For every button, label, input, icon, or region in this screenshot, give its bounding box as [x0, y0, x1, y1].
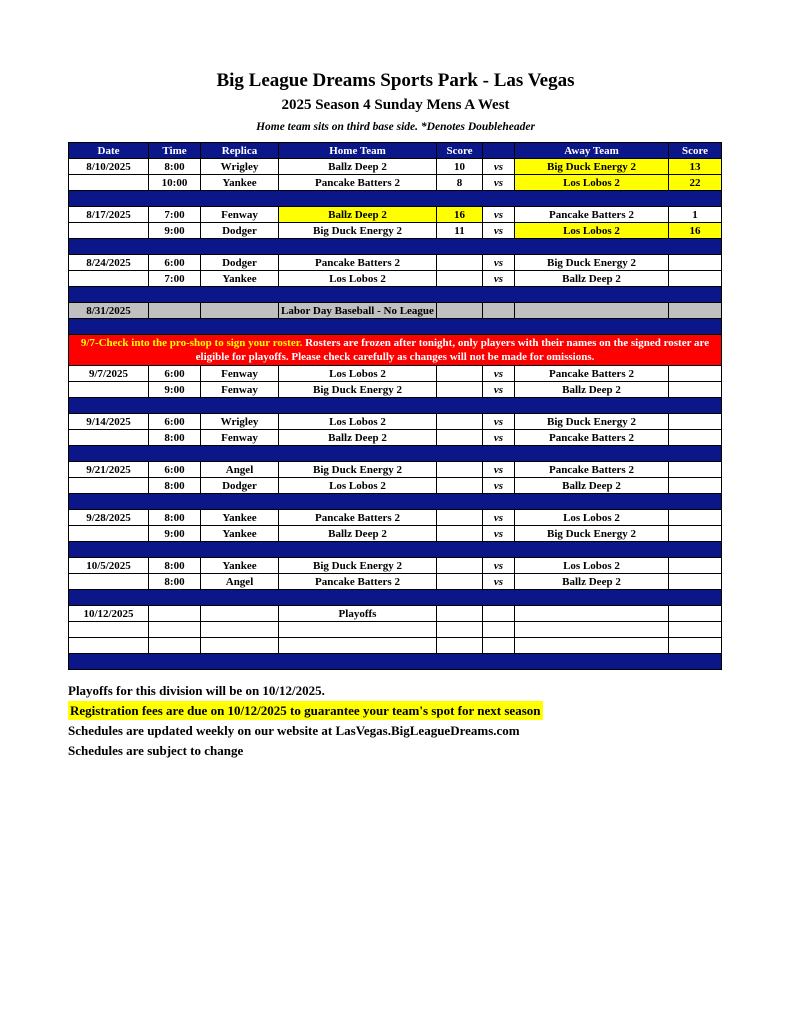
- replica-cell: Wrigley: [201, 159, 279, 175]
- away-team-cell: Ballz Deep 2: [515, 271, 669, 287]
- home-team-cell: Los Lobos 2: [279, 478, 437, 494]
- spacer-bar: [69, 542, 722, 558]
- home-team-cell: Los Lobos 2: [279, 366, 437, 382]
- time-cell: 6:00: [149, 366, 201, 382]
- replica-cell: Wrigley: [201, 414, 279, 430]
- vs-label: vs: [483, 271, 515, 287]
- away-score-cell: [669, 558, 722, 574]
- blank-cell: [149, 622, 201, 638]
- home-team-cell: Pancake Batters 2: [279, 175, 437, 191]
- home-team-cell: Pancake Batters 2: [279, 255, 437, 271]
- vs-label: vs: [483, 414, 515, 430]
- away-score-cell: [669, 574, 722, 590]
- column-header-score-7: Score: [669, 143, 722, 159]
- date-cell: [69, 430, 149, 446]
- game-row: [69, 255, 722, 271]
- subject-to-change-note: Schedules are subject to change: [68, 743, 244, 758]
- blank-cell: [279, 638, 437, 654]
- date-cell: 9/7/2025: [69, 366, 149, 382]
- game-row: [69, 159, 722, 175]
- date-cell: [69, 478, 149, 494]
- date-cell: 9/28/2025: [69, 510, 149, 526]
- time-cell: 8:00: [149, 558, 201, 574]
- blank-row: [69, 622, 722, 638]
- home-team-cell: Big Duck Energy 2: [279, 462, 437, 478]
- column-header-home-team-3: Home Team: [279, 143, 437, 159]
- away-score-cell: [669, 462, 722, 478]
- replica-cell: Dodger: [201, 478, 279, 494]
- date-cell: 10/5/2025: [69, 558, 149, 574]
- spacer-row: [69, 654, 722, 670]
- replica-cell: Yankee: [201, 526, 279, 542]
- home-score-cell: [437, 271, 483, 287]
- spacer-row: [69, 542, 722, 558]
- game-row: [69, 207, 722, 223]
- spacer-row: [69, 590, 722, 606]
- blank-cell: [483, 622, 515, 638]
- home-score-cell: [437, 414, 483, 430]
- blank-cell: [483, 638, 515, 654]
- home-team-cell: Big Duck Energy 2: [279, 223, 437, 239]
- schedule-table-body: [69, 159, 722, 670]
- game-row: [69, 223, 722, 239]
- home-score-cell: [437, 478, 483, 494]
- spacer-row: [69, 446, 722, 462]
- vs-label: vs: [483, 510, 515, 526]
- blank-cell: [69, 622, 149, 638]
- home-score-cell: [437, 510, 483, 526]
- vs-label: vs: [483, 175, 515, 191]
- spacer-row: [69, 191, 722, 207]
- blank-cell: [515, 622, 669, 638]
- away-team-cell: Los Lobos 2: [515, 510, 669, 526]
- date-cell: [69, 175, 149, 191]
- spacer-bar: [69, 287, 722, 303]
- replica-cell: Dodger: [201, 255, 279, 271]
- away-team-cell: Big Duck Energy 2: [515, 255, 669, 271]
- banner-row: [69, 335, 722, 366]
- home-score-cell: 16: [437, 207, 483, 223]
- away-team-cell: Ballz Deep 2: [515, 478, 669, 494]
- away-team-cell: Pancake Batters 2: [515, 207, 669, 223]
- home-score-cell: 11: [437, 223, 483, 239]
- vs-label: vs: [483, 255, 515, 271]
- away-score-cell: 1: [669, 207, 722, 223]
- away-score-cell: [669, 414, 722, 430]
- game-row: [69, 366, 722, 382]
- blank-cell: [201, 638, 279, 654]
- time-cell: 10:00: [149, 175, 201, 191]
- page-subtitle: 2025 Season 4 Sunday Mens A West: [281, 97, 510, 113]
- spacer-bar: [69, 654, 722, 670]
- away-team-cell: Pancake Batters 2: [515, 430, 669, 446]
- column-header-date-0: Date: [69, 143, 149, 159]
- time-cell: 8:00: [149, 510, 201, 526]
- replica-cell: Dodger: [201, 223, 279, 239]
- away-score-cell: 13: [669, 159, 722, 175]
- registration-note-line: [68, 701, 791, 720]
- time-cell: 6:00: [149, 414, 201, 430]
- schedule-table-header: [69, 143, 722, 159]
- header-row: [69, 143, 722, 159]
- replica-cell: Fenway: [201, 207, 279, 223]
- away-score-cell: [669, 382, 722, 398]
- spacer-row: [69, 239, 722, 255]
- home-score-cell: [437, 382, 483, 398]
- away-team-cell: Los Lobos 2: [515, 175, 669, 191]
- playoffs-note: Playoffs for this division will be on 10/12/2025.: [68, 683, 325, 698]
- spacer-bar: [69, 590, 722, 606]
- column-header-vs: [483, 143, 515, 159]
- replica-cell: [201, 303, 279, 319]
- game-row: [69, 526, 722, 542]
- away-team-cell: Los Lobos 2: [515, 558, 669, 574]
- time-cell: 7:00: [149, 271, 201, 287]
- away-score-cell: [669, 430, 722, 446]
- home-score-cell: [437, 366, 483, 382]
- spacer-row: [69, 287, 722, 303]
- replica-cell: Fenway: [201, 382, 279, 398]
- registration-note: Registration fees are due on 10/12/2025 to guarantee your team's spot for next season: [70, 703, 541, 718]
- date-cell: 9/14/2025: [69, 414, 149, 430]
- blank-cell: [669, 638, 722, 654]
- time-cell: 7:00: [149, 207, 201, 223]
- vs-cell: [483, 606, 515, 622]
- blank-row: [69, 638, 722, 654]
- roster-banner-highlight: 9/7-Check into the pro-shop to sign your roster.: [80, 337, 303, 349]
- time-cell: 6:00: [149, 462, 201, 478]
- blank-cell: [149, 638, 201, 654]
- blank-cell: [279, 622, 437, 638]
- footer-notes: [68, 681, 791, 760]
- vs-label: vs: [483, 223, 515, 239]
- date-cell: 8/31/2025: [69, 303, 149, 319]
- away-team-cell: Pancake Batters 2: [515, 366, 669, 382]
- spacer-bar: [69, 494, 722, 510]
- replica-cell: [201, 606, 279, 622]
- spacer-bar: [69, 239, 722, 255]
- blank-cell: [515, 638, 669, 654]
- column-header-replica-2: Replica: [201, 143, 279, 159]
- vs-label: vs: [483, 478, 515, 494]
- game-row: [69, 175, 722, 191]
- blank-cell: [669, 622, 722, 638]
- vs-cell: [483, 303, 515, 319]
- time-cell: 8:00: [149, 159, 201, 175]
- game-row: [69, 558, 722, 574]
- away-score-cell: 16: [669, 223, 722, 239]
- vs-label: vs: [483, 574, 515, 590]
- spacer-bar: [69, 191, 722, 207]
- home-team-cell: Pancake Batters 2: [279, 574, 437, 590]
- home-team-cell: Big Duck Energy 2: [279, 382, 437, 398]
- replica-cell: Yankee: [201, 271, 279, 287]
- time-cell: 8:00: [149, 430, 201, 446]
- date-cell: [69, 223, 149, 239]
- home-score-cell: [437, 606, 483, 622]
- schedule-table: [68, 142, 722, 670]
- roster-banner-text: Rosters are frozen after tonight, only players with their names on the signed roster are eligible for playoffs. Please check carefully as changes will not be made for omissions.: [195, 337, 710, 363]
- home-score-cell: 10: [437, 159, 483, 175]
- date-cell: [69, 574, 149, 590]
- home-team-cell: Ballz Deep 2: [279, 526, 437, 542]
- home-team-cell: Ballz Deep 2: [279, 159, 437, 175]
- away-score-cell: [669, 526, 722, 542]
- game-row: [69, 430, 722, 446]
- date-cell: [69, 382, 149, 398]
- column-header-away-team-6: Away Team: [515, 143, 669, 159]
- home-score-cell: [437, 430, 483, 446]
- home-team-cell: Los Lobos 2: [279, 271, 437, 287]
- vs-label: vs: [483, 462, 515, 478]
- time-cell: 6:00: [149, 255, 201, 271]
- time-cell: 9:00: [149, 526, 201, 542]
- time-cell: 8:00: [149, 478, 201, 494]
- home-score-cell: [437, 558, 483, 574]
- home-team-cell: Los Lobos 2: [279, 414, 437, 430]
- away-team-cell: Los Lobos 2: [515, 223, 669, 239]
- away-team-cell: Ballz Deep 2: [515, 574, 669, 590]
- away-score-cell: [669, 606, 722, 622]
- game-row: [69, 382, 722, 398]
- vs-label: vs: [483, 526, 515, 542]
- blank-cell: [437, 622, 483, 638]
- time-cell: [149, 303, 201, 319]
- spacer-row: [69, 494, 722, 510]
- game-row: [69, 510, 722, 526]
- time-cell: 9:00: [149, 223, 201, 239]
- away-score-cell: [669, 271, 722, 287]
- spacer-row: [69, 319, 722, 335]
- game-row: [69, 462, 722, 478]
- away-score-cell: [669, 255, 722, 271]
- date-cell: 8/24/2025: [69, 255, 149, 271]
- home-score-cell: [437, 462, 483, 478]
- blank-cell: [201, 622, 279, 638]
- spacer-bar: [69, 319, 722, 335]
- home-score-cell: 8: [437, 175, 483, 191]
- home-score-cell: [437, 574, 483, 590]
- home-score-cell: [437, 303, 483, 319]
- away-score-cell: [669, 510, 722, 526]
- home-score-cell: [437, 255, 483, 271]
- vs-label: vs: [483, 159, 515, 175]
- replica-cell: Yankee: [201, 175, 279, 191]
- blank-cell: [69, 638, 149, 654]
- date-cell: 8/17/2025: [69, 207, 149, 223]
- label-cell: Playoffs: [279, 606, 437, 622]
- replica-cell: Yankee: [201, 558, 279, 574]
- date-cell: 8/10/2025: [69, 159, 149, 175]
- home-team-cell: Ballz Deep 2: [279, 430, 437, 446]
- replica-cell: Angel: [201, 462, 279, 478]
- roster-banner: [69, 335, 722, 366]
- replica-cell: Fenway: [201, 430, 279, 446]
- spacer-row: [69, 398, 722, 414]
- blank-cell: [437, 638, 483, 654]
- time-cell: 8:00: [149, 574, 201, 590]
- label-cell: Labor Day Baseball - No League: [279, 303, 437, 319]
- away-team-cell: Big Duck Energy 2: [515, 159, 669, 175]
- time-cell: 9:00: [149, 382, 201, 398]
- away-team-cell: [515, 303, 669, 319]
- spacer-bar: [69, 398, 722, 414]
- replica-cell: Fenway: [201, 366, 279, 382]
- home-team-cell: Ballz Deep 2: [279, 207, 437, 223]
- away-team-cell: [515, 606, 669, 622]
- date-cell: 10/12/2025: [69, 606, 149, 622]
- home-team-note: Home team sits on third base side. *Denotes Doubleheader: [256, 121, 535, 133]
- away-score-cell: 22: [669, 175, 722, 191]
- home-team-cell: Big Duck Energy 2: [279, 558, 437, 574]
- away-team-cell: Big Duck Energy 2: [515, 414, 669, 430]
- spacer-bar: [69, 446, 722, 462]
- date-cell: 9/21/2025: [69, 462, 149, 478]
- away-score-cell: [669, 366, 722, 382]
- label-row: [69, 606, 722, 622]
- game-row: [69, 478, 722, 494]
- label-row: [69, 303, 722, 319]
- away-team-cell: Ballz Deep 2: [515, 382, 669, 398]
- page-title: Big League Dreams Sports Park - Las Vegas: [216, 70, 575, 91]
- date-cell: [69, 271, 149, 287]
- away-score-cell: [669, 303, 722, 319]
- home-team-cell: Pancake Batters 2: [279, 510, 437, 526]
- column-header-time-1: Time: [149, 143, 201, 159]
- vs-label: vs: [483, 430, 515, 446]
- website-note: Schedules are updated weekly on our website at LasVegas.BigLeagueDreams.com: [68, 723, 520, 738]
- column-header-score-4: Score: [437, 143, 483, 159]
- game-row: [69, 574, 722, 590]
- replica-cell: Yankee: [201, 510, 279, 526]
- away-team-cell: Pancake Batters 2: [515, 462, 669, 478]
- game-row: [69, 414, 722, 430]
- vs-label: vs: [483, 558, 515, 574]
- replica-cell: Angel: [201, 574, 279, 590]
- date-cell: [69, 526, 149, 542]
- game-row: [69, 271, 722, 287]
- home-score-cell: [437, 526, 483, 542]
- away-team-cell: Big Duck Energy 2: [515, 526, 669, 542]
- time-cell: [149, 606, 201, 622]
- vs-label: vs: [483, 207, 515, 223]
- vs-label: vs: [483, 366, 515, 382]
- vs-label: vs: [483, 382, 515, 398]
- away-score-cell: [669, 478, 722, 494]
